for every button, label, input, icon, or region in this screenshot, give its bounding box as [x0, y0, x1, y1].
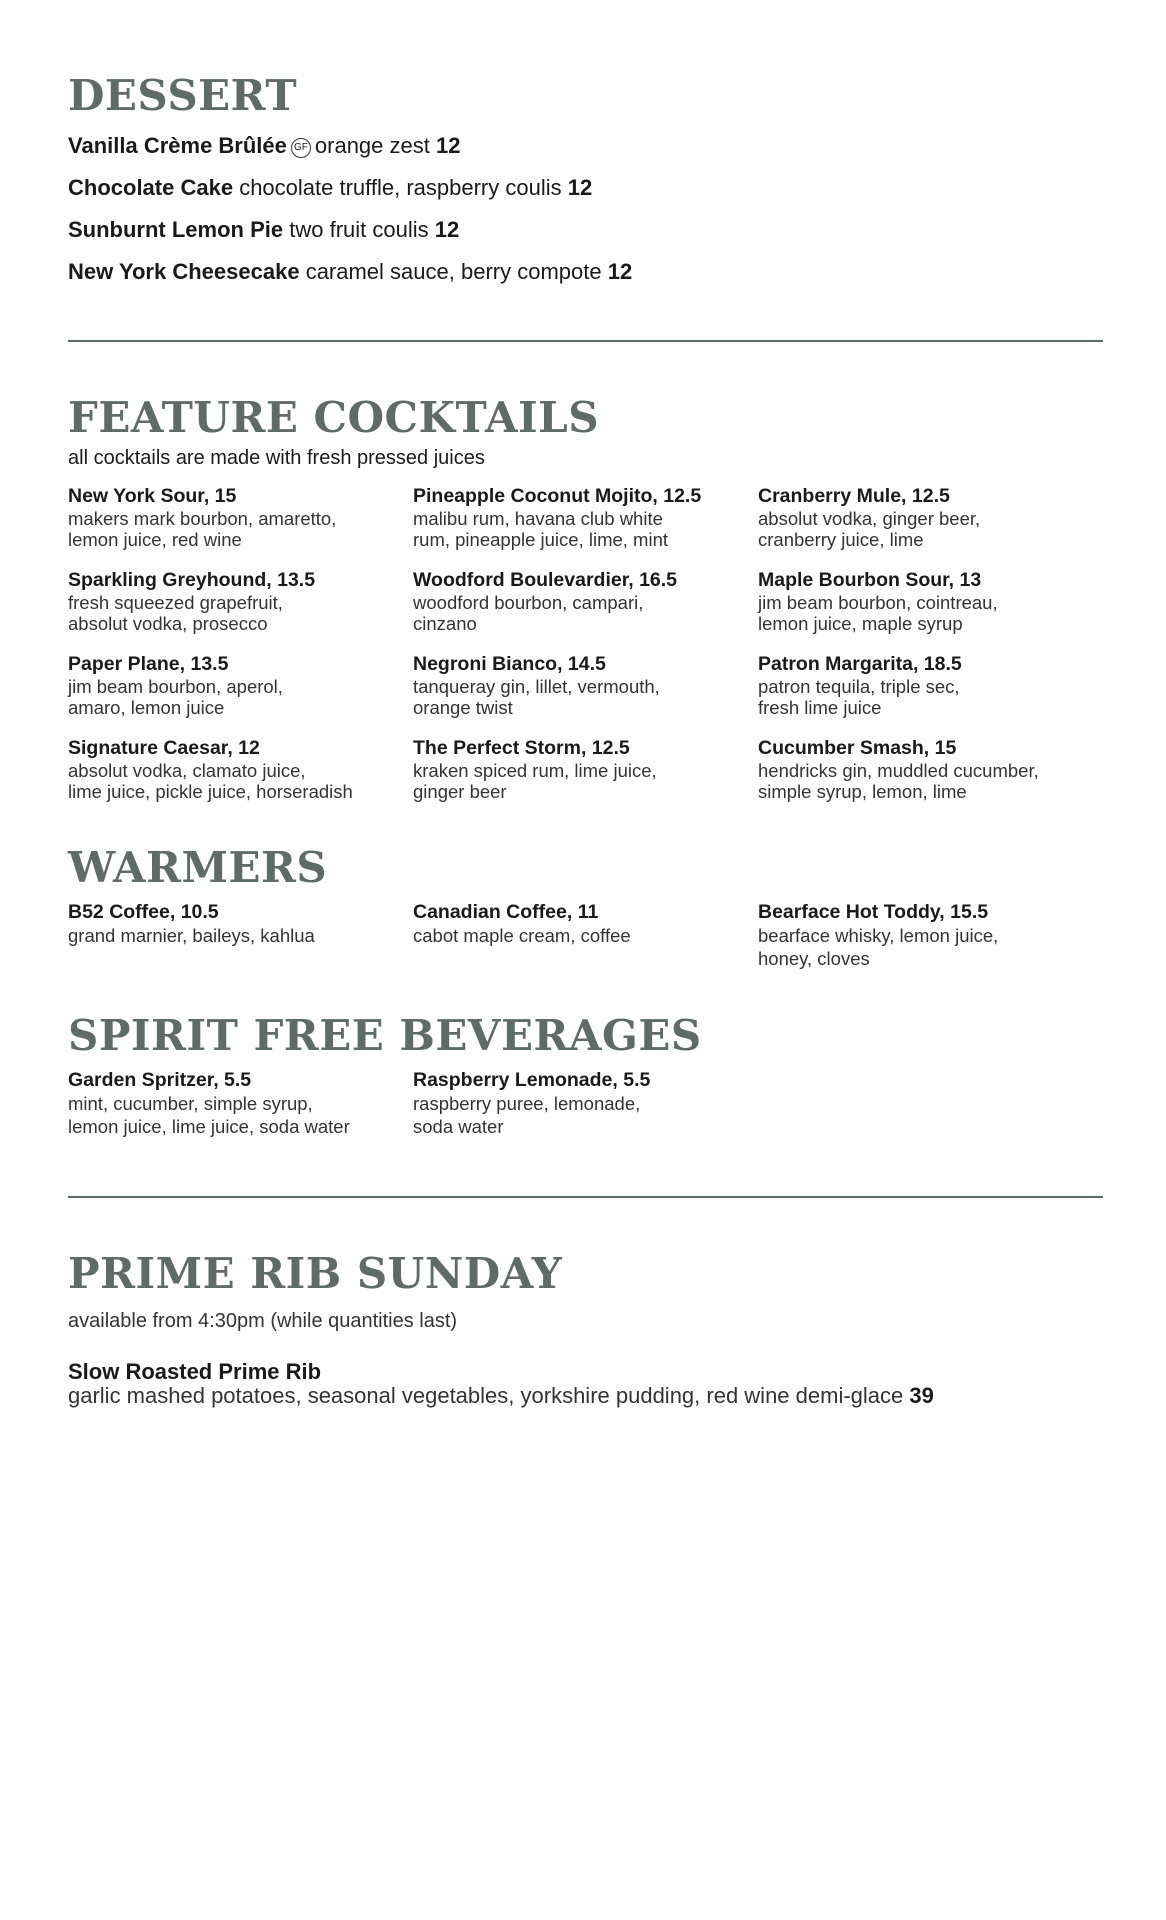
cocktails-heading: FEATURE COCKTAILS [68, 393, 600, 442]
item-title: Bearface Hot Toddy, 15.5 [758, 901, 989, 923]
item-ingredients: orange twist [413, 697, 513, 718]
item-ingredients: makers mark bourbon, amaretto, [68, 508, 337, 529]
item-ingredients: lemon juice, red wine [68, 529, 242, 550]
item-price: 12 [567, 175, 593, 200]
item-price: 12 [435, 133, 461, 158]
item-ingredients: simple syrup, lemon, lime [758, 781, 967, 802]
item-ingredients: lemon juice, maple syrup [758, 613, 963, 634]
item-title: Patron Margarita, 18.5 [758, 653, 962, 675]
cocktail-item [758, 652, 1088, 718]
item-name: Sunburnt Lemon Pie [68, 217, 284, 242]
cocktail-item [413, 736, 743, 802]
item-ingredients: jim beam bourbon, cointreau, [758, 592, 998, 613]
dessert-item [68, 132, 460, 160]
dessert-item [68, 216, 459, 244]
item-ingredients: bearface whisky, lemon juice, [758, 925, 999, 946]
gluten-free-badge: GF [291, 138, 311, 158]
cocktail-item [758, 484, 1088, 550]
cocktail-item [68, 484, 398, 550]
item-name: Vanilla Crème Brûlée [68, 133, 287, 158]
cocktail-item [758, 568, 1088, 634]
prime-rib-heading: PRIME RIB SUNDAY [68, 1249, 563, 1298]
prime-rib-item [68, 1360, 934, 1408]
section-divider [68, 340, 1103, 342]
cocktail-item [68, 652, 398, 718]
item-title: B52 Coffee, 10.5 [68, 901, 219, 923]
dessert-item [68, 258, 632, 286]
item-ingredients: hendricks gin, muddled cucumber, [758, 760, 1039, 781]
cocktail-item [758, 736, 1103, 802]
item-title: Pineapple Coconut Mojito, 12.5 [413, 485, 702, 507]
item-ingredients: lemon juice, lime juice, soda water [68, 1116, 350, 1137]
item-title: Signature Caesar, 12 [68, 737, 260, 759]
beverage-item [413, 1068, 743, 1138]
item-name: Chocolate Cake [68, 175, 234, 200]
item-title: Maple Bourbon Sour, 13 [758, 569, 982, 591]
item-ingredients: cabot maple cream, coffee [413, 925, 631, 946]
item-ingredients: jim beam bourbon, aperol, [68, 676, 283, 697]
section-divider [68, 1196, 1103, 1198]
cocktail-item [413, 652, 743, 718]
availability-note: available from 4:30pm (while quantities last) [68, 1310, 458, 1332]
item-title: Paper Plane, 13.5 [68, 653, 229, 675]
item-ingredients: mint, cucumber, simple syrup, [68, 1093, 313, 1114]
item-ingredients: lime juice, pickle juice, horseradish [68, 781, 353, 802]
item-ingredients: fresh lime juice [758, 697, 882, 718]
item-ingredients: absolut vodka, ginger beer, [758, 508, 981, 529]
item-ingredients: kraken spiced rum, lime juice, [413, 760, 657, 781]
item-description [68, 1384, 934, 1408]
item-ingredients: grand marnier, baileys, kahlua [68, 925, 315, 946]
item-title: Woodford Boulevardier, 16.5 [413, 569, 678, 591]
item-description: orange zest [314, 133, 430, 158]
beverage-item [68, 1068, 408, 1138]
item-ingredients: absolut vodka, clamato juice, [68, 760, 306, 781]
cocktail-item [413, 484, 743, 550]
item-price: 39 [909, 1383, 934, 1408]
item-ingredients: malibu rum, havana club white [413, 508, 663, 529]
item-title: Cranberry Mule, 12.5 [758, 485, 950, 507]
item-title: Canadian Coffee, 11 [413, 901, 599, 923]
item-name: New York Cheesecake [68, 259, 300, 284]
item-title: Sparkling Greyhound, 13.5 [68, 569, 316, 591]
item-ingredients: rum, pineapple juice, lime, mint [413, 529, 668, 550]
item-title: Raspberry Lemonade, 5.5 [413, 1069, 651, 1091]
item-ingredients: garlic mashed potatoes, seasonal vegetables, yorkshire pudding, red wine demi-glace [68, 1383, 904, 1408]
item-ingredients: tanqueray gin, lillet, vermouth, [413, 676, 660, 697]
warmer-item [413, 900, 743, 947]
spirit-free-heading: SPIRIT FREE BEVERAGES [68, 1011, 702, 1060]
item-title: Slow Roasted Prime Rib [68, 1359, 322, 1384]
warmer-item [68, 900, 398, 947]
item-title: New York Sour, 15 [68, 485, 237, 507]
item-title: Negroni Bianco, 14.5 [413, 653, 606, 675]
item-ingredients: woodford bourbon, campari, [413, 592, 644, 613]
cocktails-subtitle: all cocktails are made with fresh pressed juices [68, 447, 485, 469]
item-ingredients: patron tequila, triple sec, [758, 676, 960, 697]
warmer-item [758, 900, 1088, 970]
item-ingredients: raspberry puree, lemonade, [413, 1093, 641, 1114]
item-ingredients: cinzano [413, 613, 477, 634]
cocktail-item [68, 568, 398, 634]
item-price: 12 [434, 217, 460, 242]
dessert-heading: DESSERT [68, 71, 298, 120]
dessert-item [68, 174, 592, 202]
item-ingredients: absolut vodka, prosecco [68, 613, 268, 634]
item-ingredients: soda water [413, 1116, 504, 1137]
item-title: The Perfect Storm, 12.5 [413, 737, 630, 759]
cocktail-item [68, 736, 408, 802]
item-ingredients: honey, cloves [758, 948, 870, 969]
warmers-heading: WARMERS [68, 843, 328, 892]
item-title: Cucumber Smash, 15 [758, 737, 957, 759]
cocktail-item [413, 568, 743, 634]
item-ingredients: amaro, lemon juice [68, 697, 225, 718]
item-description: two fruit coulis [289, 217, 429, 242]
item-description: caramel sauce, berry compote [305, 259, 602, 284]
item-ingredients: ginger beer [413, 781, 507, 802]
item-price: 12 [607, 259, 633, 284]
item-description: chocolate truffle, raspberry coulis [239, 175, 562, 200]
item-ingredients: fresh squeezed grapefruit, [68, 592, 283, 613]
item-title: Garden Spritzer, 5.5 [68, 1069, 252, 1091]
item-ingredients: cranberry juice, lime [758, 529, 924, 550]
